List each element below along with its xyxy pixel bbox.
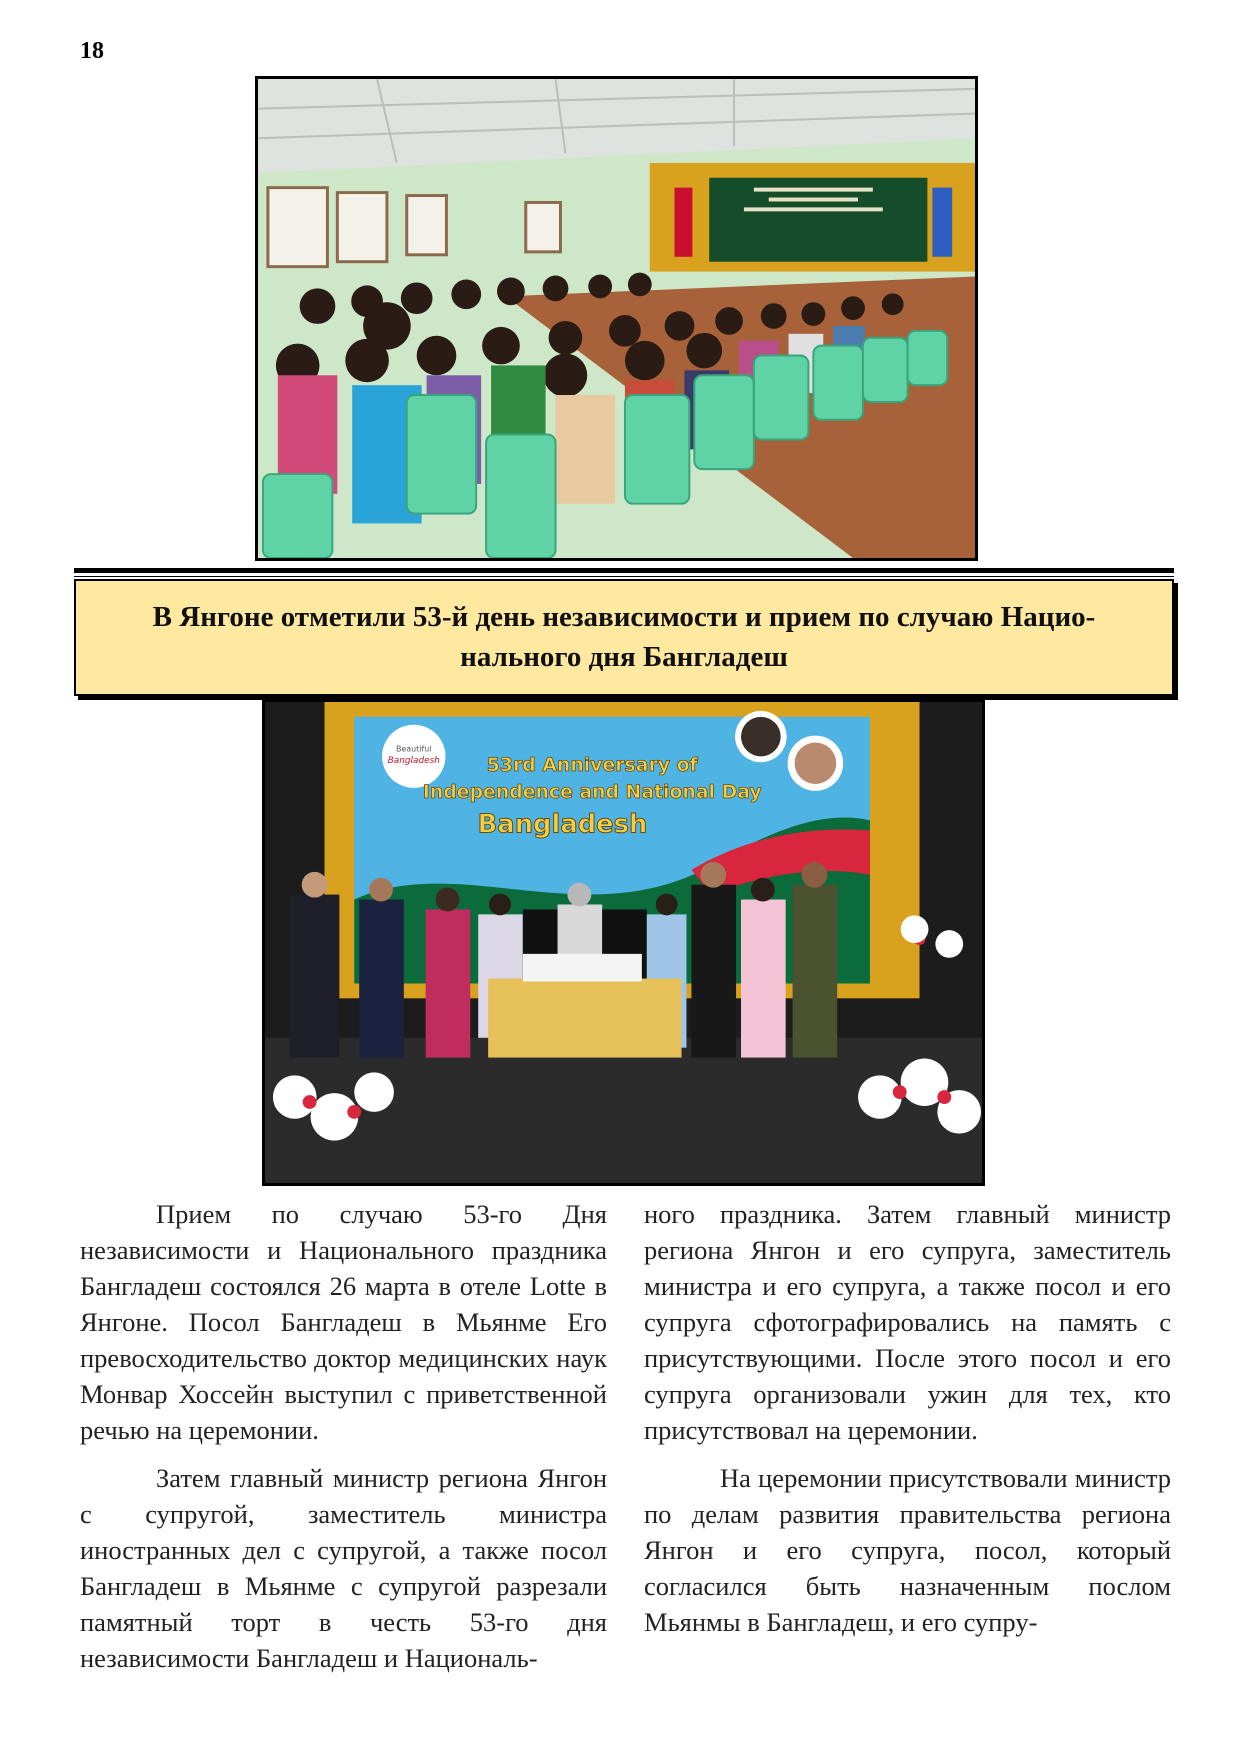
banner-line1: 53rd Anniversary of bbox=[486, 755, 698, 777]
paragraph: Затем главный министр региона Янгон с супругой, заместитель министра иностранных дел с супругой, а также посол Бангладеш в Мьянме с супругой разрезали памятный торт в честь 53-го дня независимости Бангладеш и Националь- bbox=[80, 1463, 607, 1673]
paragraph: На церемонии присутствовали министр по делам развития правительства региона Янгон и его супруга, посол, который согласился быть назначенным послом Мьянмы в Бангладеш, и его супру- bbox=[644, 1463, 1171, 1637]
cake-ceremony-image bbox=[265, 702, 982, 1183]
title-rule-thin bbox=[74, 576, 1174, 577]
title-rule-thick bbox=[74, 568, 1174, 573]
article-title-line1: В Янгоне отметили 53-й день независимости и прием по случаю Нацио- bbox=[152, 601, 1096, 634]
article-title-box bbox=[74, 579, 1174, 696]
article-title bbox=[123, 598, 1126, 676]
text-column-right bbox=[644, 1196, 1171, 1652]
page-number: 18 bbox=[80, 38, 104, 64]
paragraph: Прием по случаю 53-го Дня независимости и Национального праздника Бангладеш состоялся 26 марта в отеле Lotte в Янгоне. Посол Бангладеш в Мьянме Его превосходительство доктор медицинских наук Монвар Хоссейн выступил с приветственной речью на церемонии. bbox=[80, 1199, 607, 1445]
banner-logo-line2: Bangladesh bbox=[387, 756, 440, 767]
banner-logo-line1: Beautiful bbox=[396, 744, 432, 754]
banner-line2: Independence and National Day bbox=[422, 781, 762, 803]
banner-line3: Bangladesh bbox=[477, 809, 648, 840]
article-title-line2: нального дня Бангладеш bbox=[460, 640, 788, 673]
photo-cake-ceremony bbox=[262, 699, 985, 1186]
audience-hall-image bbox=[258, 79, 975, 558]
paragraph: ного праздника. Затем главный министр региона Янгон и его супруга, заместитель министра и его супруга, а также посол и его супруга сфотографировались на память с присутствующими. После этого посол и его супруга организовали ужин для тех, кто присутствовал на церемонии. bbox=[644, 1199, 1171, 1445]
text-column-left bbox=[80, 1196, 607, 1688]
photo-audience-hall bbox=[255, 76, 978, 561]
